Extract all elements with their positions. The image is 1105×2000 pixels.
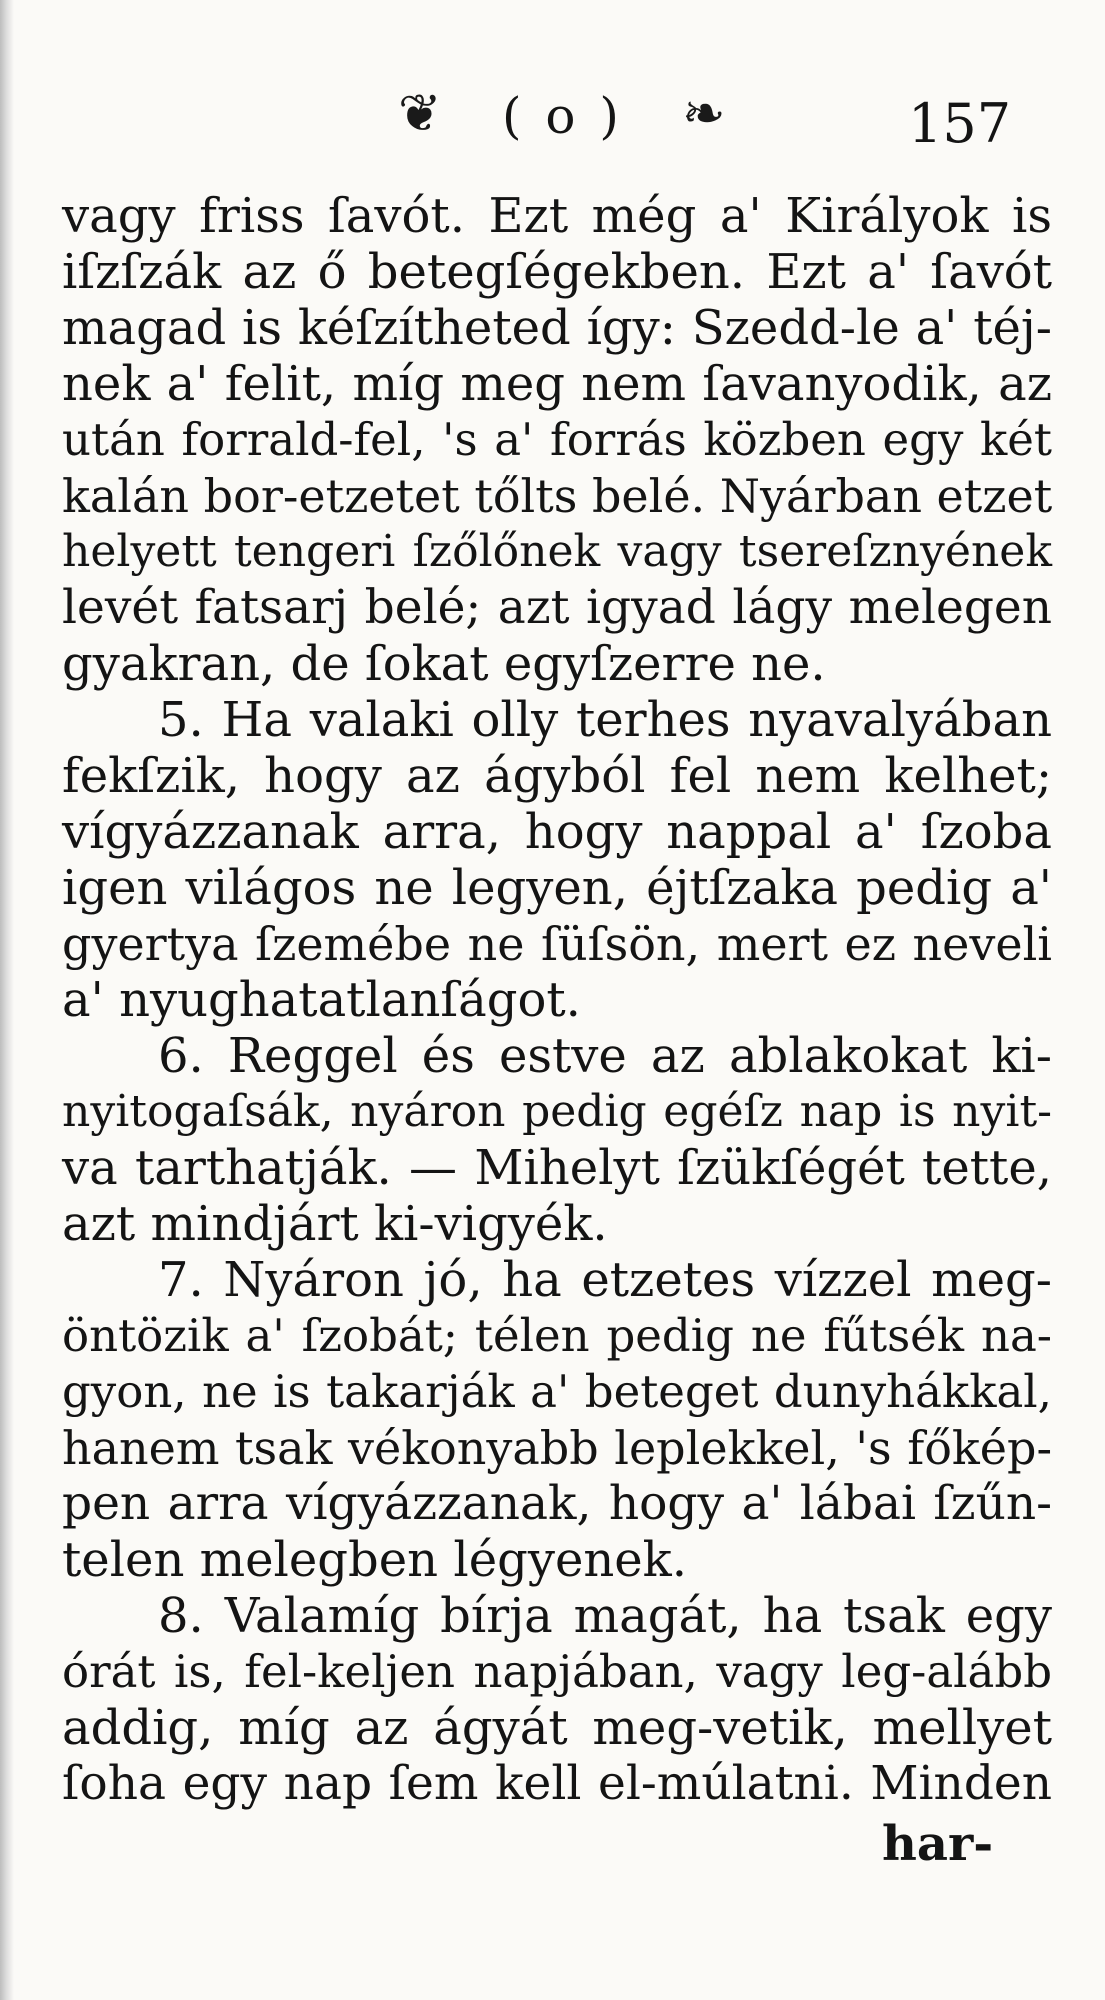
text-line: vígyázzanak arra, hogy nappal a' ſzoba <box>62 804 1052 860</box>
signature-mark: ( o ) <box>502 87 623 145</box>
text-line: magad is kéſzítheted így: Szedd-le a' téj- <box>62 300 1052 356</box>
text-line: ſoha egy nap ſem kell el-múlatni. Minden <box>62 1756 1052 1811</box>
text-line: után forrald-fel, 's a' forrás közben egy két <box>62 413 1052 466</box>
body-text <box>62 188 1052 1812</box>
paragraph-start-7: 7. Nyáron jó, ha etzetes vízzel meg- <box>158 1252 1052 1308</box>
paragraph-start-6: 6. Reggel és estve az ablakokat ki- <box>158 1028 1052 1084</box>
text-line: öntözik a' ſzobát; télen pedig ne fűtsék na- <box>62 1309 1052 1362</box>
text-line: kalán bor-etzetet tőlts belé. Nyárban etzet <box>62 469 1053 523</box>
text-line: telen melegben légyenek. <box>62 1532 688 1588</box>
text-line: iſzſzák az ő betegſégekben. Ezt a' ſavót <box>62 244 1052 300</box>
text-line: vagy friss ſavót. Ezt még a' Királyok is <box>62 188 1052 244</box>
text-line: nek a' felit, míg meg nem ſavanyodik, az <box>62 356 1052 412</box>
text-line: helyett tengeri ſzőlőnek vagy tsereſznyének <box>62 526 1052 577</box>
text-line: azt mindjárt ki-vigyék. <box>62 1196 608 1252</box>
paragraph-start-5: 5. Ha valaki olly terhes nyavalyában <box>158 692 1052 748</box>
text-line: pen arra vígyázzanak, hogy a' lábai ſzűn- <box>62 1476 1052 1531</box>
text-line: órát is, fel-keljen napjában, vagy leg-alább <box>62 1645 1052 1698</box>
right-ornament-icon: ❧ <box>682 84 726 144</box>
text-line: nyitogaſsák, nyáron pedig egéſz nap is nyit- <box>62 1086 1052 1137</box>
page-header <box>0 78 1105 158</box>
text-line: va tarthatják. — Mihelyt ſzükſégét tette, <box>62 1140 1052 1196</box>
text-line: igen világos ne legyen, éjtſzaka pedig a' <box>62 860 1052 916</box>
text-line: addig, míg az ágyát meg-vetik, mellyet <box>62 1700 1052 1756</box>
text-line: gyon, ne is takarják a' beteget dunyhákkal, <box>62 1365 1052 1418</box>
paragraph-start-8: 8. Valamíg bírja magát, ha tsak egy <box>158 1588 1052 1644</box>
left-ornament-icon: ❦ <box>398 84 442 144</box>
text-line: fekſzik, hogy az ágyból fel nem kelhet; <box>62 748 1052 804</box>
text-line: a' nyughatatlanſágot. <box>62 972 581 1028</box>
text-line: gyertya ſzemébe ne ſüſsön, mert ez neveli <box>62 917 1052 971</box>
scan-edge-shadow <box>0 0 14 2000</box>
text-line: hanem tsak vékonyabb leplekkel, 's főkép- <box>62 1421 1052 1475</box>
text-line: levét fatsarj belé; azt igyad lágy melegen <box>62 580 1052 635</box>
catchword: har- <box>882 1816 994 1872</box>
page-number: 157 <box>908 92 1012 155</box>
text-line: gyakran, de ſokat egyſzerre ne. <box>62 636 826 692</box>
